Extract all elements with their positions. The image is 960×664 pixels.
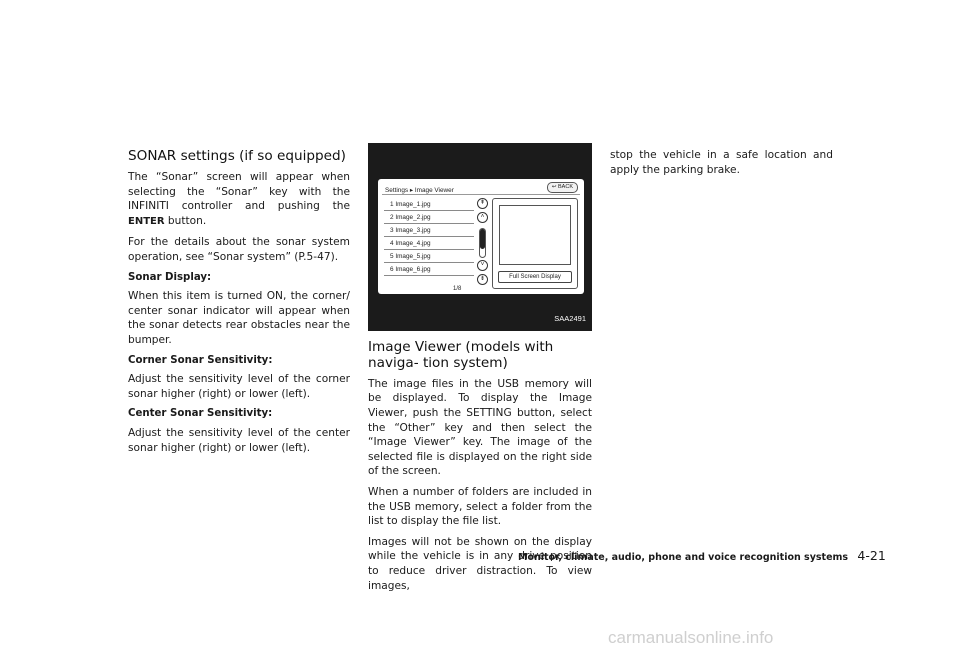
sonar-settings-heading: SONAR settings (if so equipped) (128, 148, 346, 164)
file-list-item[interactable]: 6 Image_6.jpg (384, 263, 474, 276)
page-up-icon[interactable]: ⇞ (477, 198, 488, 209)
watermark: carmanualsonline.info (608, 628, 774, 647)
breadcrumb-settings[interactable]: Settings (385, 187, 409, 194)
sonar-display-text: When this item is turned ON, the corner/ center sonar indicator will appear when the sonar detects rear obstacles near the bumper. (128, 290, 350, 346)
file-list (384, 198, 474, 276)
breadcrumb-arrow-icon: ▸ (409, 187, 414, 194)
file-list-item[interactable]: 4 Image_4.jpg (384, 237, 474, 250)
full-screen-display-button[interactable]: Full Screen Display (498, 271, 572, 283)
corner-sensitivity-title: Corner Sonar Sensitivity: (128, 354, 273, 366)
file-list-item[interactable]: 3 Image_3.jpg (384, 224, 474, 237)
sonar-intro-tail: button. (164, 214, 207, 227)
header-divider (382, 194, 580, 195)
file-list-item[interactable]: 1 Image_1.jpg (384, 198, 474, 211)
image-viewer-figure (368, 143, 592, 331)
right-column (610, 148, 833, 183)
page-indicator: 1/8 (453, 286, 462, 292)
enter-keyword: ENTER (128, 215, 165, 227)
sonar-intro-text: The “Sonar” screen will appear when selecting the “Sonar” key with the INFINITI controller and pushing the (128, 171, 350, 213)
left-column (128, 148, 350, 461)
parking-brake-text: stop the vehicle in a safe location and apply the parking brake. (610, 149, 833, 176)
middle-column (368, 143, 592, 599)
image-viewer-warning: Images will not be shown on the display while the vehicle is in any drive position to reduce driver distraction. To view images, (368, 535, 592, 592)
image-viewer-folders: When a number of folders are included in the USB memory, select a folder from the list to display the file list. (368, 485, 592, 528)
back-arrow-icon: ↩ (551, 184, 557, 190)
back-button[interactable] (547, 182, 578, 193)
scroll-down-icon[interactable]: ˅ (477, 260, 488, 271)
breadcrumb-image-viewer: Image Viewer (414, 187, 454, 194)
scrollbar[interactable] (479, 228, 486, 258)
scroll-up-icon[interactable]: ˄ (477, 212, 488, 223)
preview-image (499, 205, 571, 265)
center-sensitivity-text: Adjust the sensitivity level of the center sonar higher (right) or lower (left). (128, 426, 350, 454)
scrollbar-thumb[interactable] (480, 229, 485, 249)
image-viewer-intro: The image files in the USB memory will be displayed. To display the Image Viewer, push the SETTING button, select the “Other” key and then select the “Image Viewer” key. The image of the selected file is displayed on the right side of the screen. (368, 377, 592, 478)
sonar-display-title: Sonar Display: (128, 271, 212, 283)
center-sensitivity-title: Center Sonar Sensitivity: (128, 408, 273, 420)
file-list-item[interactable]: 2 Image_2.jpg (384, 211, 474, 224)
sonar-details-paragraph: For the details about the sonar system operation, see “Sonar system” (P.5-47). (128, 236, 350, 263)
scroll-controls (476, 198, 490, 284)
footer-section: Monitor, climate, audio, phone and voice recognition systems (518, 552, 849, 563)
image-viewer-heading: Image Viewer (models with naviga- tion system) (368, 339, 554, 372)
preview-panel (492, 198, 578, 289)
back-label: BACK (558, 184, 573, 190)
corner-sensitivity-text: Adjust the sensitivity level of the corner sonar higher (right) or lower (left). (128, 373, 350, 400)
page-down-icon[interactable]: ⇟ (477, 274, 488, 285)
page-footer (518, 548, 886, 563)
figure-code: SAA2491 (554, 314, 586, 324)
image-viewer-screen (378, 179, 584, 294)
file-list-item[interactable]: 5 Image_5.jpg (384, 250, 474, 263)
sonar-intro-paragraph (128, 170, 350, 229)
page-number: 4-21 (857, 548, 886, 563)
